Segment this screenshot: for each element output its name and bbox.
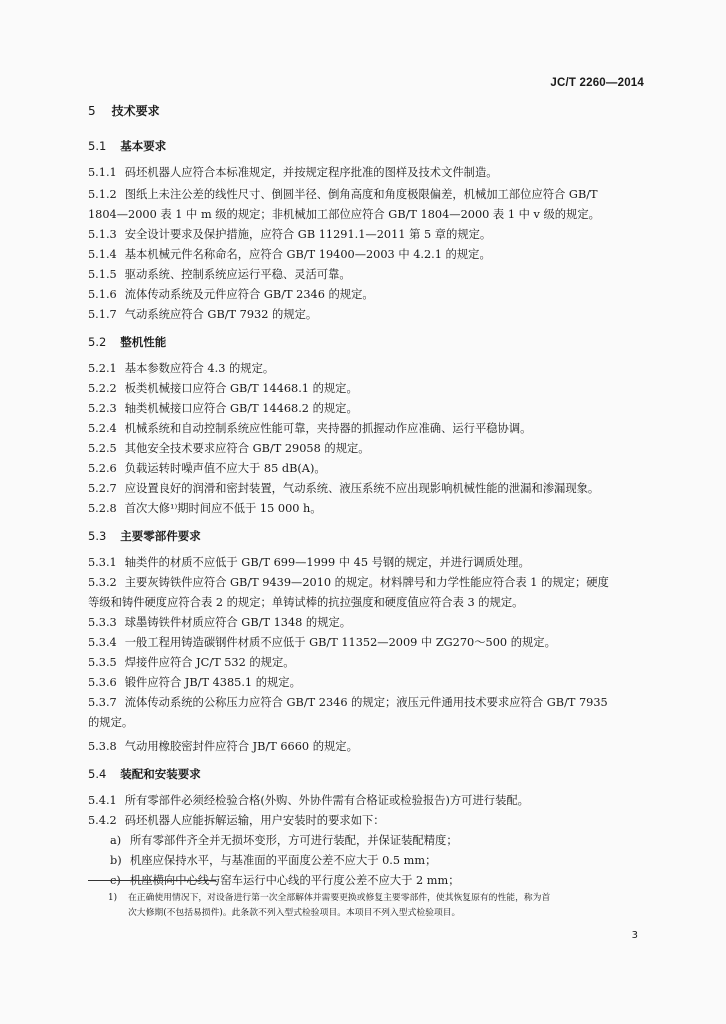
clause: 5.1.1 码坯机器人应符合本标准规定，并按规定程序批准的图样及技术文件制造。	[88, 166, 498, 179]
clause: 5.1.2 图纸上未注公差的线性尺寸、倒圆半径、倒角高度和角度极限偏差，机械加工部位应符合 GB/T	[88, 188, 598, 201]
clause: 5.2.8 首次大修¹⁾期时间应不低于 15 000 h。	[88, 502, 322, 515]
clause: 5.3.4 一般工程用铸造碳钢件材质不应低于 GB/T 11352—2009 中 ZG270～500 的规定。	[88, 636, 556, 649]
clause: 5.2.5 其他安全技术要求应符合 GB/T 29058 的规定。	[88, 442, 370, 455]
footnote-text: 次大修期(不包括易损件)。此条款不列入型式检验项目。本项目不列入型式检验项目。	[128, 908, 461, 918]
footnote-marker: 1)	[108, 893, 118, 903]
clause: 5.2.4 机械系统和自动控制系统应性能可靠，夹持器的抓握动作应准确、运行平稳协调。	[88, 422, 532, 435]
subsection-heading: 5.3 主要零部件要求	[88, 529, 201, 543]
clause: 5.2.7 应设置良好的润滑和密封装置，气动系统、液压系统不应出现影响机械性能的泄漏和渗漏现象。	[88, 482, 600, 495]
clause: 5.2.3 轴类机械接口应符合 GB/T 14468.2 的规定。	[88, 402, 358, 415]
list-item: c) 机座横向中心线与窑车运行中心线的平行度公差不应大于 2 mm；	[110, 874, 460, 887]
clause: 5.2.6 负载运转时噪声值不应大于 85 dB(A)。	[88, 462, 326, 475]
clause: 5.4.1 所有零部件必须经检验合格(外购、外协件需有合格证或检验报告)方可进行装配。	[88, 794, 529, 807]
footnote-divider	[88, 880, 216, 881]
clause: 5.1.3 安全设计要求及保护措施，应符合 GB 11291.1—2011 第 5 章的规定。	[88, 228, 492, 241]
clause: 5.1.7 气动系统应符合 GB/T 7932 的规定。	[88, 308, 318, 321]
standard-code: JC/T 2260—2014	[550, 77, 644, 89]
page-number: 3	[631, 930, 638, 941]
clause: 5.1.5 驱动系统、控制系统应运行平稳、灵活可靠。	[88, 268, 351, 281]
clause: 5.3.8 气动用橡胶密封件应符合 JB/T 6660 的规定。	[88, 740, 358, 753]
clause-continuation: 的规定。	[88, 716, 134, 729]
clause: 5.3.6 锻件应符合 JB/T 4385.1 的规定。	[88, 676, 301, 689]
clause: 5.3.3 球墨铸铁件材质应符合 GB/T 1348 的规定。	[88, 616, 352, 629]
clause: 5.1.4 基本机械元件名称命名，应符合 GB/T 19400—2003 中 4.2.1 的规定。	[88, 248, 491, 261]
clause: 5.2.2 板类机械接口应符合 GB/T 14468.1 的规定。	[88, 382, 358, 395]
section-heading: 5 技术要求	[88, 104, 160, 118]
subsection-heading: 5.1 基本要求	[88, 139, 167, 153]
footnote-text: 在正确使用情况下，对设备进行第一次全部解体并需要更换或修复主要零部件，使其恢复原有的性能，称为首	[128, 893, 551, 903]
clause: 5.1.6 流体传动系统及元件应符合 GB/T 2346 的规定。	[88, 288, 374, 301]
clause-continuation: 1804—2000 表 1 中 m 级的规定；非机械加工部位应符合 GB/T 1804—2000 表 1 中 v 级的规定。	[88, 208, 600, 221]
clause: 5.2.1 基本参数应符合 4.3 的规定。	[88, 362, 275, 375]
list-item: a) 所有零部件齐全并无损坏变形，方可进行装配，并保证装配精度；	[110, 834, 458, 847]
subsection-heading: 5.2 整机性能	[88, 335, 167, 349]
clause: 5.3.2 主要灰铸铁件应符合 GB/T 9439—2010 的规定。材料牌号和力学性能应符合表 1 的规定；硬度	[88, 576, 609, 589]
clause-continuation: 等级和铸件硬度应符合表 2 的规定；单铸试棒的抗拉强度和硬度值应符合表 3 的规定。	[88, 596, 524, 609]
subsection-heading: 5.4 装配和安装要求	[88, 767, 201, 781]
list-item: b) 机座应保持水平，与基准面的平面度公差不应大于 0.5 mm；	[110, 854, 437, 867]
clause: 5.3.1 轴类件的材质不应低于 GB/T 699—1999 中 45 号钢的规定，并进行调质处理。	[88, 556, 530, 569]
clause: 5.3.5 焊接件应符合 JC/T 532 的规定。	[88, 656, 295, 669]
clause: 5.3.7 流体传动系统的公称压力应符合 GB/T 2346 的规定；液压元件通用技术要求应符合 GB/T 7935	[88, 696, 608, 709]
clause: 5.4.2 码坯机器人应能拆解运输，用户安装时的要求如下：	[88, 814, 385, 827]
